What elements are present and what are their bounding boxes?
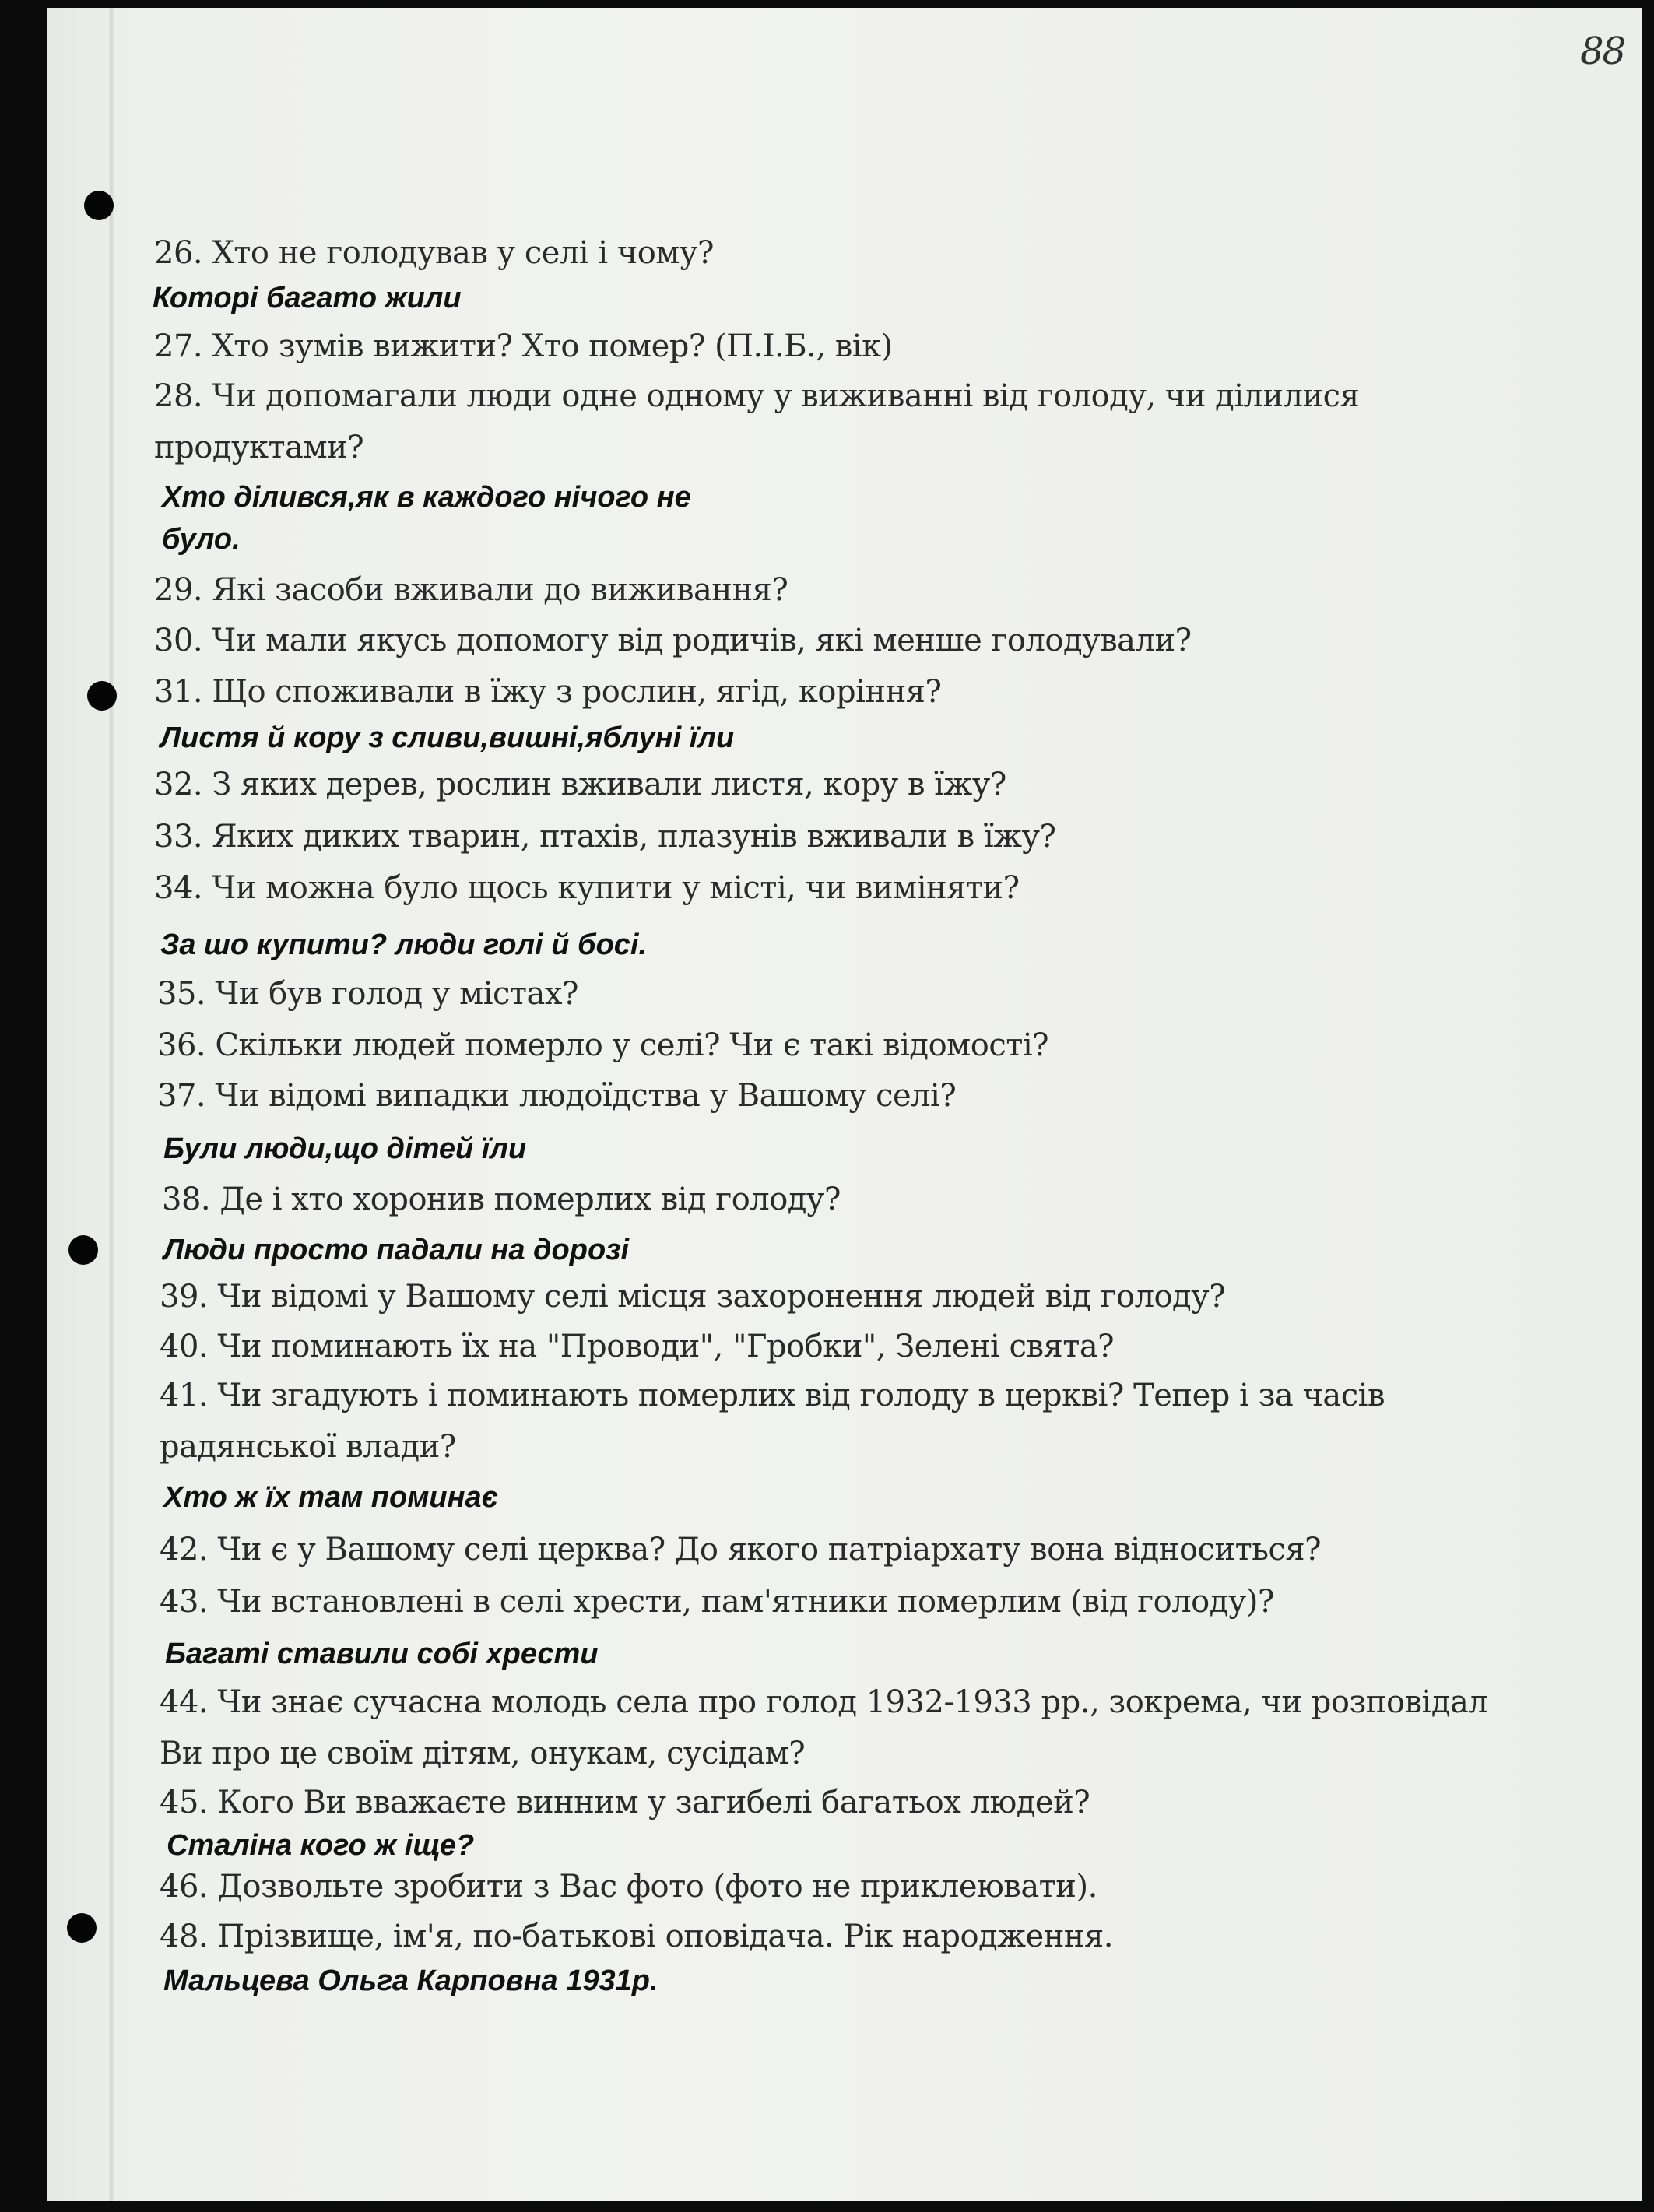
question-37: 37. Чи відомі випадки людоїдства у Вашому селі?	[157, 1078, 957, 1114]
answer-37: Були люди,що дітей їли	[163, 1132, 527, 1165]
answer-45: Сталіна кого ж іще?	[167, 1829, 475, 1862]
question-28: 28. Чи допомагали люди одне одному у виживанні від голоду, чи ділилися	[154, 378, 1360, 414]
question-48: 48. Прізвище, ім'я, по-батькові оповідача. Рік народження.	[160, 1919, 1113, 1954]
question-33: 33. Яких диких тварин, птахів, плазунів вживали в їжу?	[154, 819, 1056, 855]
answer-41: Хто ж їх там поминає	[163, 1481, 499, 1514]
question-44: 44. Чи знає сучасна молодь села про голод 1932-1933 рр., зокрема, чи розповідал	[160, 1684, 1488, 1720]
question-30: 30. Чи мали якусь допомогу від родичів, які менше голодували?	[154, 623, 1192, 658]
question-35: 35. Чи був голод у містах?	[157, 976, 578, 1012]
question-40: 40. Чи поминають їх на "Проводи", "Гробки", Зелені свята?	[160, 1329, 1115, 1364]
question-46: 46. Дозвольте зробити з Вас фото (фото не приклеювати).	[160, 1869, 1097, 1905]
answer-28-cont: було.	[162, 523, 241, 556]
page-number: 88	[1580, 30, 1625, 73]
answer-26: Которі багато жили	[153, 282, 462, 314]
question-28-cont: продуктами?	[154, 430, 364, 465]
question-27: 27. Хто зумів вижити? Хто помер? (П.І.Б., вік)	[154, 328, 893, 364]
answer-43: Багаті ставили собі хрести	[165, 1638, 599, 1670]
answer-34: За шо купити? люди голі й босі.	[160, 929, 648, 961]
question-34: 34. Чи можна було щось купити у місті, чи виміняти?	[154, 870, 1020, 906]
question-32: 32. З яких дерев, рослин вживали листя, кору в їжу?	[154, 767, 1006, 802]
answer-48: Мальцева Ольга Карповна 1931р.	[163, 1964, 658, 1997]
question-29: 29. Які засоби вживали до виживання?	[154, 572, 788, 608]
answer-28: Хто ділився,як в каждого нічого не	[162, 481, 691, 514]
question-41-cont: радянської влади?	[160, 1429, 456, 1465]
question-45: 45. Кого Ви вважаєте винним у загибелі багатьох людей?	[160, 1785, 1090, 1821]
answer-38: Люди просто падали на дорозі	[163, 1234, 630, 1266]
question-41: 41. Чи згадують і поминають померлих від голоду в церкві? Тепер і за часів	[160, 1378, 1385, 1413]
punch-hole	[68, 1235, 98, 1265]
page-fold-shadow	[109, 8, 114, 2201]
question-44-cont: Ви про це своїм дітям, онукам, сусідам?	[160, 1736, 806, 1771]
question-42: 42. Чи є у Вашому селі церква? До якого патріархату вона відноситься?	[160, 1532, 1322, 1568]
punch-hole	[84, 191, 114, 220]
question-39: 39. Чи відомі у Вашому селі місця захоронення людей від голоду?	[160, 1279, 1226, 1315]
punch-hole	[67, 1913, 97, 1943]
question-31: 31. Що споживали в їжу з рослин, ягід, коріння?	[154, 674, 942, 710]
question-36: 36. Скільки людей померло у селі? Чи є такі відомості?	[157, 1027, 1049, 1063]
question-26: 26. Хто не голодував у селі і чому?	[154, 235, 714, 271]
question-38: 38. Де і хто хоронив померлих від голоду?	[162, 1181, 841, 1217]
question-43: 43. Чи встановлені в селі хрести, пам'ятники померлим (від голоду)?	[160, 1584, 1274, 1620]
answer-31: Листя й кору з сливи,вишні,яблуні їли	[160, 722, 735, 754]
punch-hole	[87, 681, 117, 711]
